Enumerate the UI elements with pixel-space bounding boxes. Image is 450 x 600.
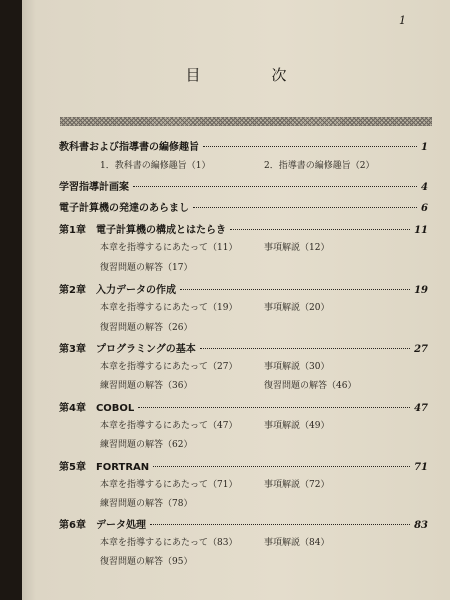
sub-entry: 本章を指導するにあたって（19）: [100, 303, 238, 313]
dot-leader: [203, 146, 417, 147]
sub-entry: 復習問題の解答（95）: [100, 557, 193, 567]
sub-entry: 本章を指導するにあたって（27）: [100, 362, 238, 372]
sub-entry: 本章を指導するにあたって（71）: [100, 480, 238, 490]
entry-page: 47: [414, 403, 428, 414]
dot-leader: [150, 524, 410, 525]
dot-leader: [230, 229, 410, 230]
book-page: [22, 0, 450, 600]
dot-leader: [193, 207, 417, 208]
toc-entry: [59, 399, 428, 414]
sub-entry: 事項解説（72）: [264, 480, 330, 490]
entry-title: 第6章 データ処理: [59, 520, 146, 531]
sub-entry: 事項解説（12）: [264, 243, 330, 253]
toc-entry: [59, 138, 428, 153]
entry-title: 第1章 電子計算機の構成とはたらき: [59, 225, 226, 236]
hatched-divider: [60, 117, 432, 126]
sub-entry: 練習問題の解答（78）: [100, 499, 193, 509]
entry-page: 11: [414, 225, 428, 236]
sub-entry: 事項解説（49）: [264, 421, 330, 431]
sub-entry: 事項解説（20）: [264, 303, 330, 313]
entry-title: 電子計算機の発達のあらまし: [59, 203, 189, 214]
toc-entry: [59, 178, 428, 193]
sub-entry: 本章を指導するにあたって（47）: [100, 421, 238, 431]
page-number: 1: [399, 14, 406, 27]
sub-entry: 本章を指導するにあたって（83）: [100, 538, 238, 548]
sub-entry: 2．指導書の編修趣旨（2）: [264, 161, 375, 171]
sub-entry: 復習問題の解答（26）: [100, 323, 193, 333]
entry-page: 6: [421, 203, 428, 214]
sub-entry: 1．教科書の編修趣旨（1）: [100, 161, 211, 171]
sub-entry: 練習問題の解答（62）: [100, 440, 193, 450]
entry-title: 第2章 入力データの作成: [59, 285, 176, 296]
sub-entry: 本章を指導するにあたって（11）: [100, 243, 238, 253]
entry-title: 第3章 プログラミングの基本: [59, 344, 196, 355]
toc-entry: [59, 221, 428, 236]
toc-entry: [59, 199, 428, 214]
entry-page: 71: [414, 462, 428, 473]
toc-entry: [59, 340, 428, 355]
sub-entry: 練習問題の解答（36）: [100, 381, 193, 391]
toc-entry: [59, 458, 428, 473]
entry-page: 1: [421, 142, 428, 153]
dot-leader: [180, 289, 410, 290]
entry-title: 第4章 COBOL: [59, 403, 135, 414]
dot-leader: [138, 407, 410, 408]
sub-entry: 事項解説（30）: [264, 362, 330, 372]
entry-page: 27: [414, 344, 428, 355]
toc-entry: [59, 516, 428, 531]
sub-entry: 復習問題の解答（17）: [100, 263, 193, 273]
dot-leader: [200, 348, 410, 349]
entry-page: 4: [421, 182, 428, 193]
entry-title: 第5章 FORTRAN: [59, 462, 150, 473]
dot-leader: [133, 186, 417, 187]
sub-entry: 復習問題の解答（46）: [264, 381, 357, 391]
entry-page: 83: [414, 520, 428, 531]
toc-entry: [59, 281, 428, 296]
dot-leader: [153, 466, 410, 467]
entry-title: 教科書および指導書の編修趣旨: [59, 142, 199, 153]
entry-page: 19: [414, 285, 428, 296]
sub-entry: 事項解説（84）: [264, 538, 330, 548]
toc-heading: 目 次: [185, 66, 315, 84]
entry-title: 学習指導計画案: [59, 182, 129, 193]
